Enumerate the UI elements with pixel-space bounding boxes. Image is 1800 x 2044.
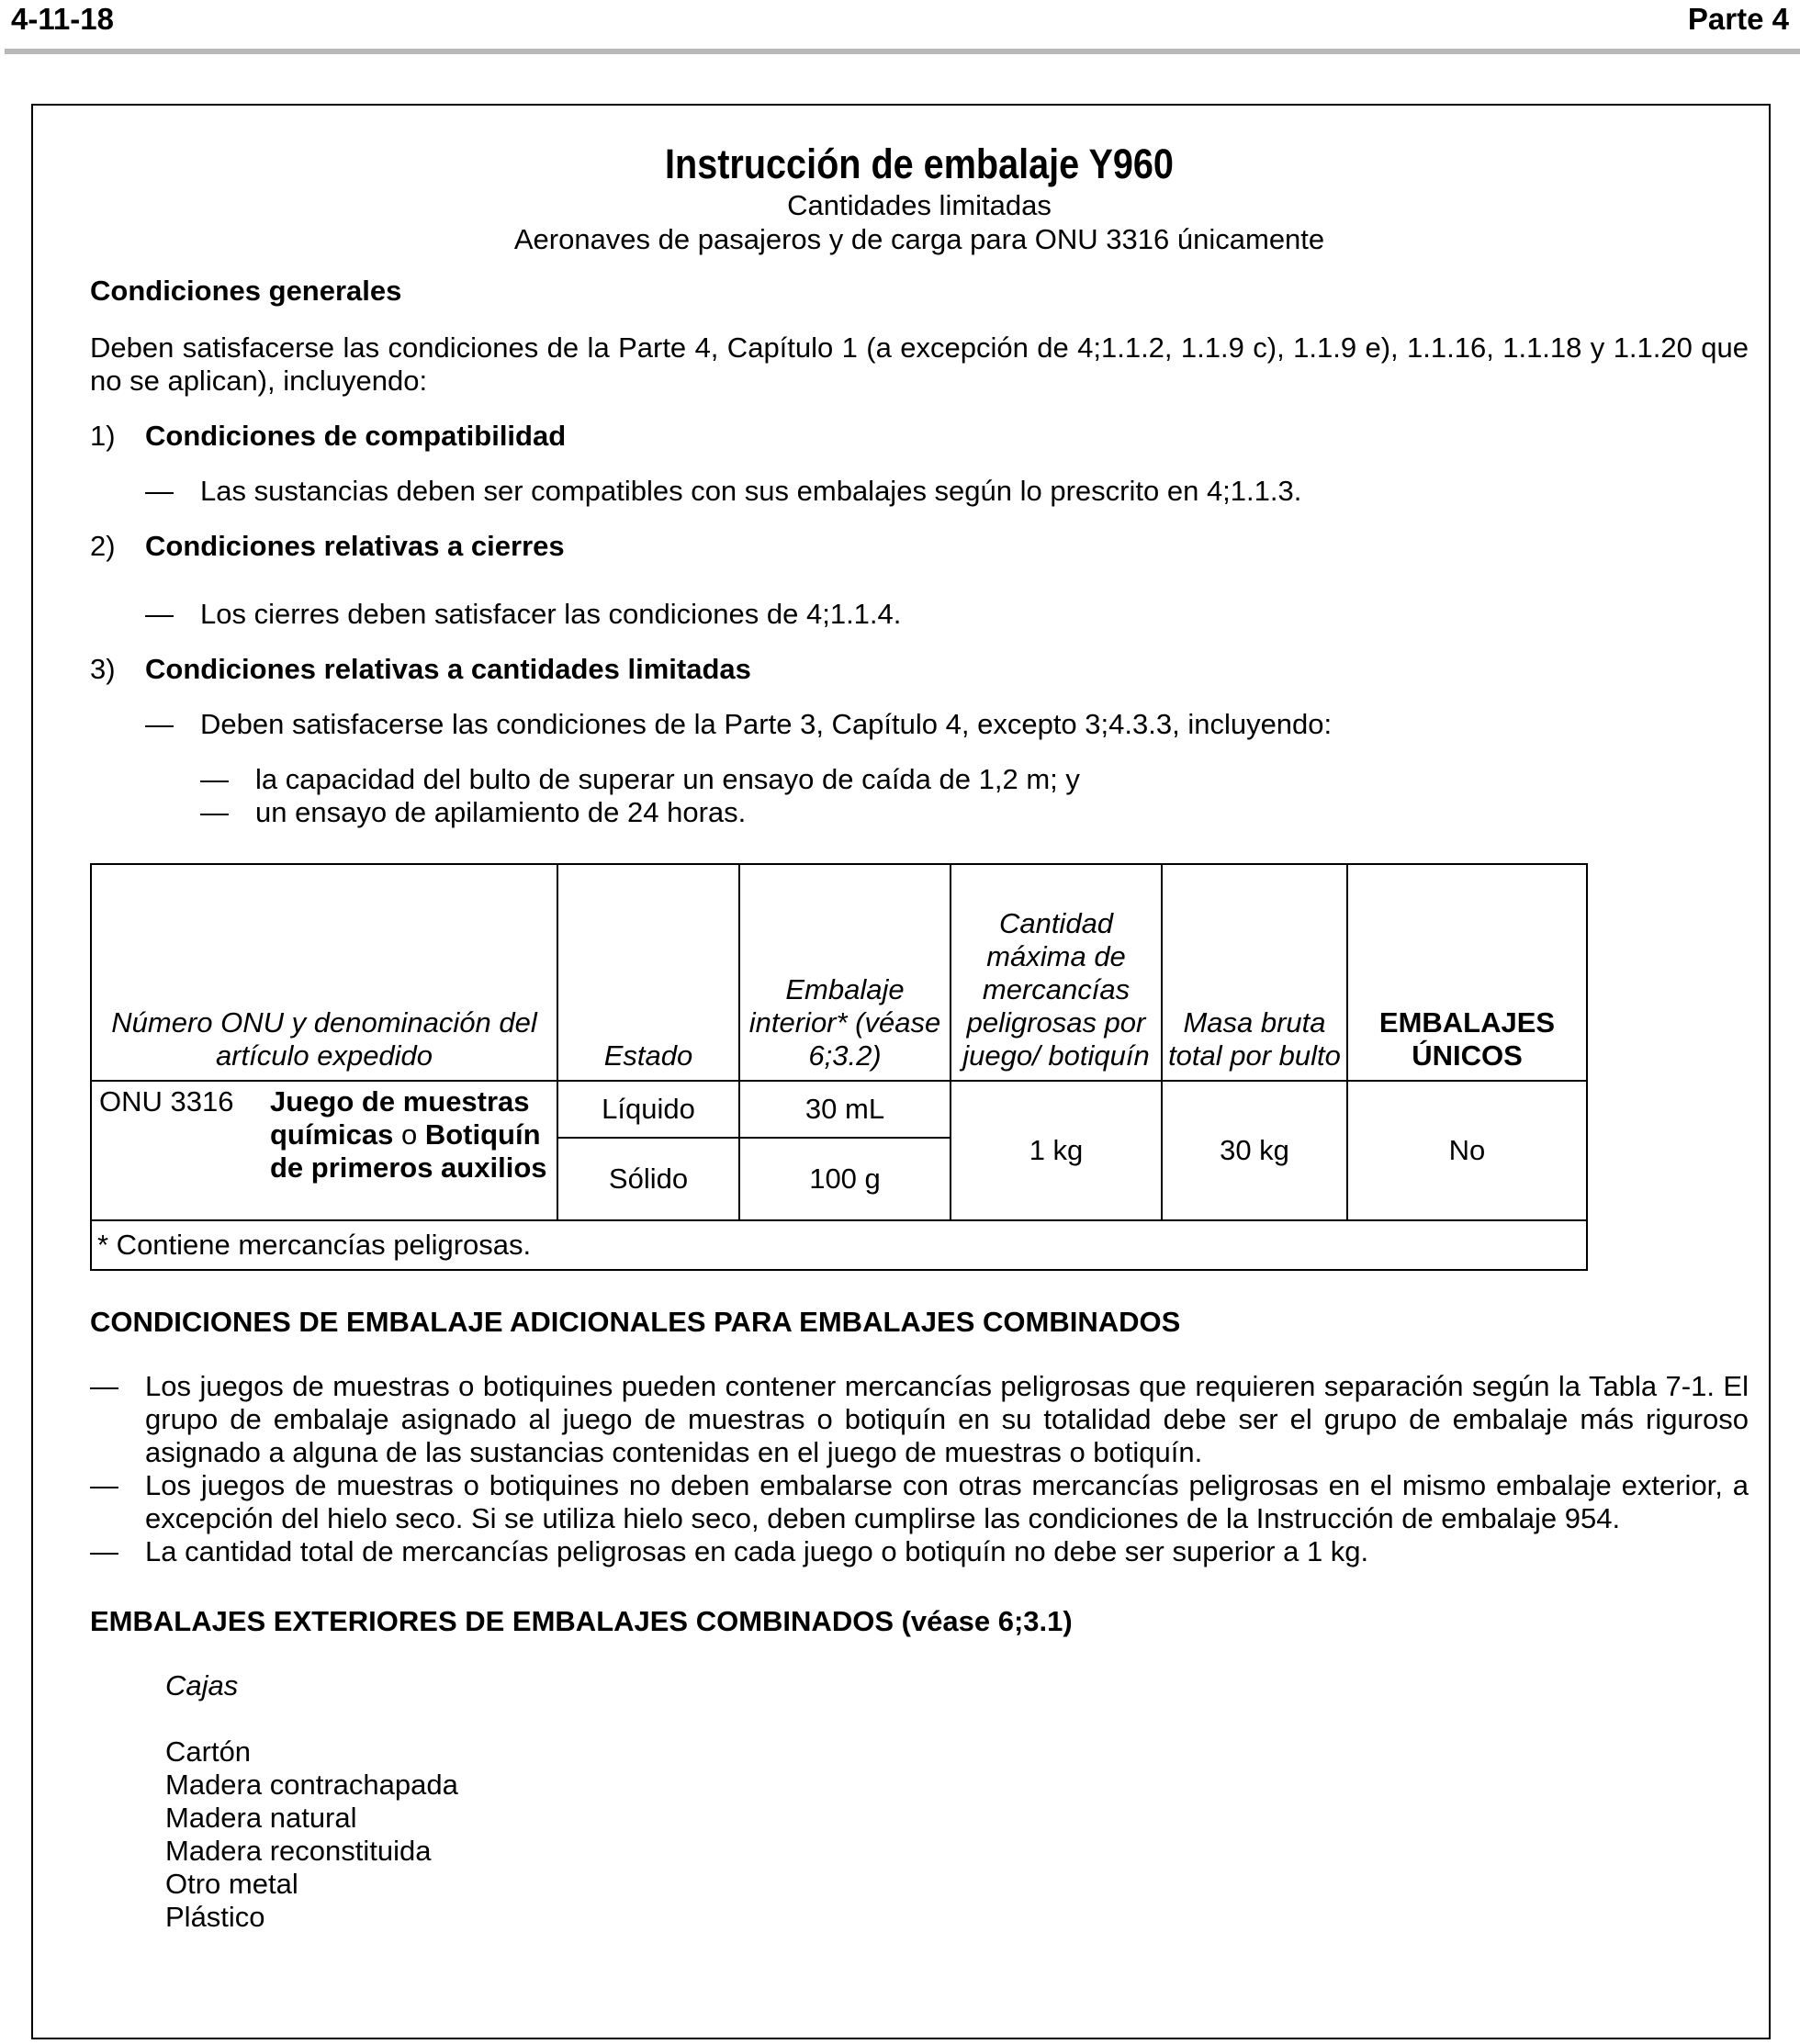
max-qty-cell: 1 kg bbox=[951, 1081, 1162, 1220]
un-cell bbox=[91, 1081, 557, 1220]
condition-number: 1) bbox=[90, 420, 116, 452]
condition-3 bbox=[90, 653, 1749, 686]
condition-1 bbox=[90, 420, 1749, 453]
gross-cell: 30 kg bbox=[1162, 1081, 1347, 1220]
condition-text: Los cierres deben satisfacer las condiciones de 4;1.1.4. bbox=[200, 598, 902, 630]
instruction-content bbox=[90, 106, 1749, 1934]
list-item-text: Los juegos de muestras o botiquines pueden contener mercancías peligrosas que requieren separación según la Tabla 7-1. El grupo de embalaje asignado al juego de muestras o botiquín en su totalidad debe ser el grupo de embalaje más riguroso asignado a alguna de las sustancias contenidas en el juego de muestras o botiquín. bbox=[145, 1370, 1749, 1468]
table-header-row bbox=[91, 864, 1587, 1081]
header-gross: Masa bruta total por bulto bbox=[1162, 864, 1347, 1081]
list-item: Madera natural bbox=[165, 1802, 357, 1834]
outer-boxes bbox=[165, 1669, 1749, 1934]
list-item-text: Los juegos de muestras o botiquines no deben embalarse con otras mercancías peligrosas en el mismo embalaje exterior, a excepción del hielo seco. Si se utiliza hielo seco, deben cumplirse las condiciones de la Instrucción de embalaje 954. bbox=[145, 1469, 1749, 1534]
subtitle-line-2: Aeronaves de pasajeros y de carga para ONU 3316 únicamente bbox=[513, 223, 1325, 255]
list-item: Cartón bbox=[165, 1735, 252, 1768]
dash-glyph: — bbox=[90, 1469, 118, 1501]
condition-text: Las sustancias deben ser compatibles con sus embalajes según lo prescrito en 4;1.1.3. bbox=[200, 475, 1302, 507]
un-name bbox=[270, 1085, 551, 1185]
instruction-title: Instrucción de embalaje Y960 bbox=[665, 140, 1174, 187]
list-item: Plástico bbox=[165, 1901, 265, 1933]
condition-2 bbox=[90, 530, 1749, 563]
dash-glyph: — bbox=[90, 1535, 118, 1567]
box-items bbox=[165, 1735, 1749, 1934]
condition-label: Condiciones relativas a cierres bbox=[145, 530, 565, 562]
general-intro: Deben satisfacerse las condiciones de la Parte 4, Capítulo 1 (a excepción de 4;1.1.2, 1.1.9 c), 1.1.9 e), 1.1.16, 1.1.18 y 1.1.20 que no se aplican), incluyendo: bbox=[90, 331, 1749, 397]
box-category: Cajas bbox=[165, 1669, 239, 1701]
inner-cell: 30 mL bbox=[739, 1081, 951, 1138]
sub-item-text: un ensayo de apilamiento de 24 horas. bbox=[255, 796, 747, 828]
additional-heading: CONDICIONES DE EMBALAJE ADICIONALES PARA EMBALAJES COMBINADOS bbox=[90, 1306, 1181, 1338]
dash-glyph: — bbox=[145, 475, 174, 507]
table-footnote-row bbox=[91, 1220, 1587, 1270]
condition-number: 3) bbox=[90, 653, 116, 685]
un-name-b: Botiquín de primeros auxilios bbox=[270, 1118, 547, 1184]
list-item bbox=[90, 1535, 1749, 1568]
single-cell: No bbox=[1347, 1081, 1587, 1220]
condition-2-text bbox=[90, 598, 1749, 631]
table-footnote: * Contiene mercancías peligrosas. bbox=[91, 1220, 1587, 1270]
dash-glyph: — bbox=[145, 598, 174, 630]
additional-list bbox=[90, 1370, 1749, 1568]
un-name-or: o bbox=[393, 1118, 425, 1151]
sub-item bbox=[90, 763, 1749, 796]
header-rule bbox=[5, 49, 1800, 54]
un-name-a: Juego de muestras químicas bbox=[270, 1085, 530, 1151]
list-item bbox=[90, 1469, 1749, 1535]
list-item: Madera contrachapada bbox=[165, 1769, 458, 1801]
condition-label: Condiciones relativas a cantidades limitadas bbox=[145, 653, 751, 685]
table-row bbox=[91, 1081, 1587, 1138]
outer-heading: EMBALAJES EXTERIORES DE EMBALAJES COMBINADOS (véase 6;3.1) bbox=[90, 1605, 1073, 1637]
header-inner: Embalaje interior* (véase 6;3.2) bbox=[739, 864, 951, 1081]
un-code: ONU 3316 bbox=[99, 1085, 234, 1117]
sub-item bbox=[90, 796, 1749, 829]
list-item bbox=[90, 1370, 1749, 1469]
dash-glyph: — bbox=[145, 708, 174, 740]
subtitle-line-1: Cantidades limitadas bbox=[787, 189, 1052, 221]
dash-glyph: — bbox=[200, 796, 229, 828]
list-item: Otro metal bbox=[165, 1868, 298, 1900]
page-header bbox=[0, 0, 1800, 59]
condition-number: 2) bbox=[90, 530, 116, 562]
header-state: Estado bbox=[557, 864, 739, 1081]
state-cell: Sólido bbox=[557, 1138, 739, 1220]
dash-glyph: — bbox=[90, 1370, 118, 1402]
condition-3-sublist bbox=[90, 763, 1749, 829]
header-max-qty: Cantidad máxima de mercancías peligrosas por juego/ botiquín bbox=[951, 864, 1162, 1081]
general-heading: Condiciones generales bbox=[90, 275, 402, 307]
list-item: Madera reconstituida bbox=[165, 1835, 432, 1867]
dash-glyph: — bbox=[200, 763, 229, 795]
inner-cell: 100 g bbox=[739, 1138, 951, 1220]
condition-text: Deben satisfacerse las condiciones de la Parte 3, Capítulo 4, excepto 3;4.3.3, incluyendo: bbox=[200, 708, 1333, 740]
packing-table bbox=[90, 863, 1588, 1271]
header-single: EMBALAJES ÚNICOS bbox=[1347, 864, 1587, 1081]
header-un: Número ONU y denominación del artículo expedido bbox=[91, 864, 557, 1081]
page-date: 4-11-18 bbox=[11, 2, 114, 36]
instruction-frame bbox=[31, 104, 1771, 2039]
state-cell: Líquido bbox=[557, 1081, 739, 1138]
condition-label: Condiciones de compatibilidad bbox=[145, 420, 567, 452]
page-part: Parte 4 bbox=[1687, 2, 1789, 36]
condition-3-text bbox=[90, 708, 1749, 741]
list-item-text: La cantidad total de mercancías peligrosas en cada juego o botiquín no debe ser superior a 1 kg. bbox=[145, 1535, 1369, 1567]
condition-1-text bbox=[90, 475, 1749, 508]
sub-item-text: la capacidad del bulto de superar un ensayo de caída de 1,2 m; y bbox=[255, 763, 1080, 795]
